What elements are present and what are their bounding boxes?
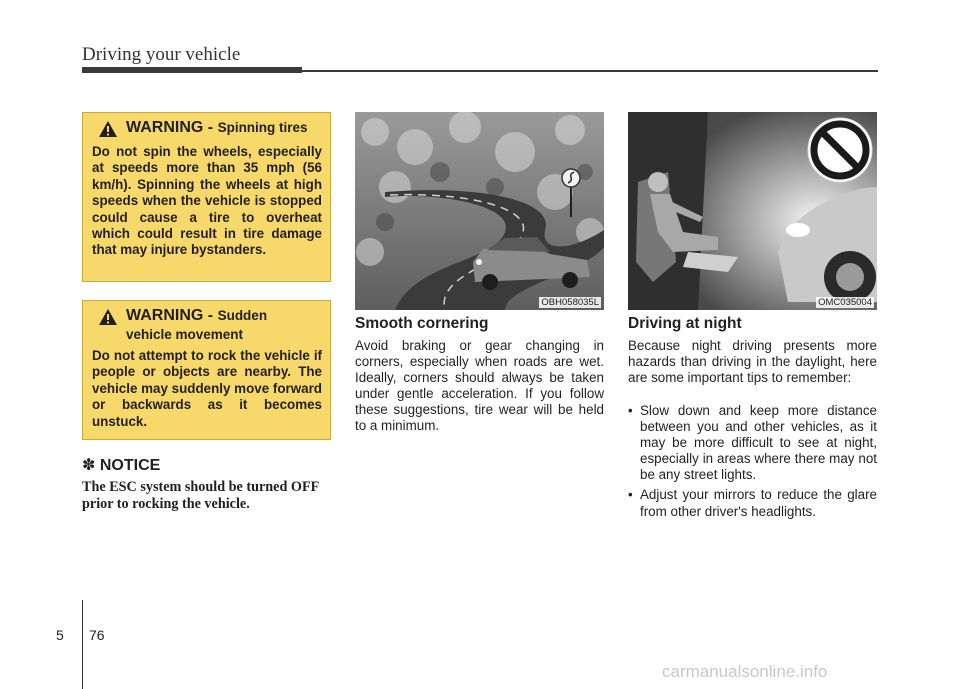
no-symbol-icon bbox=[808, 118, 872, 182]
cornering-photo bbox=[355, 112, 604, 310]
warning-header bbox=[98, 119, 322, 138]
bullet-icon: • bbox=[628, 403, 633, 418]
bullet-icon: • bbox=[628, 487, 633, 503]
warning-subtitle: Sudden bbox=[217, 308, 268, 323]
page-number: 76 bbox=[89, 627, 105, 643]
page-header-title: Driving your vehicle bbox=[82, 44, 241, 65]
warning-box-sudden-movement bbox=[82, 300, 331, 440]
warning-triangle-icon bbox=[98, 308, 118, 326]
night-tips-list bbox=[628, 403, 877, 524]
footer-divider bbox=[82, 600, 83, 689]
night-driving-photo bbox=[628, 112, 877, 310]
section-body-driving-at-night: Because night driving presents more hazards than driving in the daylight, here are some important tips to remember: bbox=[628, 338, 877, 386]
warning-triangle-icon bbox=[98, 120, 118, 138]
header-rule-thin bbox=[300, 70, 878, 72]
night-driving-illustration bbox=[628, 112, 877, 310]
winding-road-illustration bbox=[355, 112, 604, 310]
warning-subtitle: Spinning tires bbox=[217, 120, 308, 135]
image-code: OBH058035L bbox=[541, 297, 599, 308]
header-rule-thick bbox=[82, 67, 302, 73]
warning-subtitle-line2: vehicle movement bbox=[126, 327, 244, 342]
warning-body: Do not attempt to rock the vehicle if people or objects are nearby. The vehicle may suddenly move forward or backwards as it becomes unstuck. bbox=[92, 348, 322, 429]
section-title-driving-at-night: Driving at night bbox=[628, 315, 742, 332]
notice-heading: ✽ NOTICE bbox=[82, 457, 161, 474]
list-item-text: Adjust your mirrors to reduce the glare from other driver's headlights. bbox=[640, 487, 877, 519]
warning-header bbox=[98, 307, 322, 326]
image-code: OMC035004 bbox=[818, 297, 872, 308]
section-body-smooth-cornering: Avoid braking or gear changing in corners, especially when roads are wet. Ideally, corners should always be taken under gentle acceleration. If you follow these suggestions, tire wear will be held to a minimum. bbox=[355, 338, 604, 434]
list-item bbox=[628, 487, 877, 519]
list-item-text: Slow down and keep more distance between you and other vehicles, as it may be more difficult to see at night, especially in areas where there may not be any street lights. bbox=[640, 403, 877, 483]
list-item bbox=[628, 403, 877, 483]
section-title-smooth-cornering: Smooth cornering bbox=[355, 315, 489, 332]
warning-box-spinning-tires bbox=[82, 112, 331, 282]
warning-body: Do not spin the wheels, especially at speeds more than 35 mph (56 km/h). Spinning the wheels at high speeds when the vehicle is stopped could cause a tire to overheat which could result in tire damage that may injure bystanders. bbox=[92, 144, 322, 258]
watermark-text: carmanualsonline.info bbox=[662, 662, 828, 681]
chapter-number: 5 bbox=[56, 627, 64, 643]
warning-label: WARNING - bbox=[126, 307, 214, 324]
warning-label: WARNING - bbox=[126, 119, 214, 136]
notice-body: The ESC system should be turned OFF prior to rocking the vehicle. bbox=[82, 479, 319, 512]
